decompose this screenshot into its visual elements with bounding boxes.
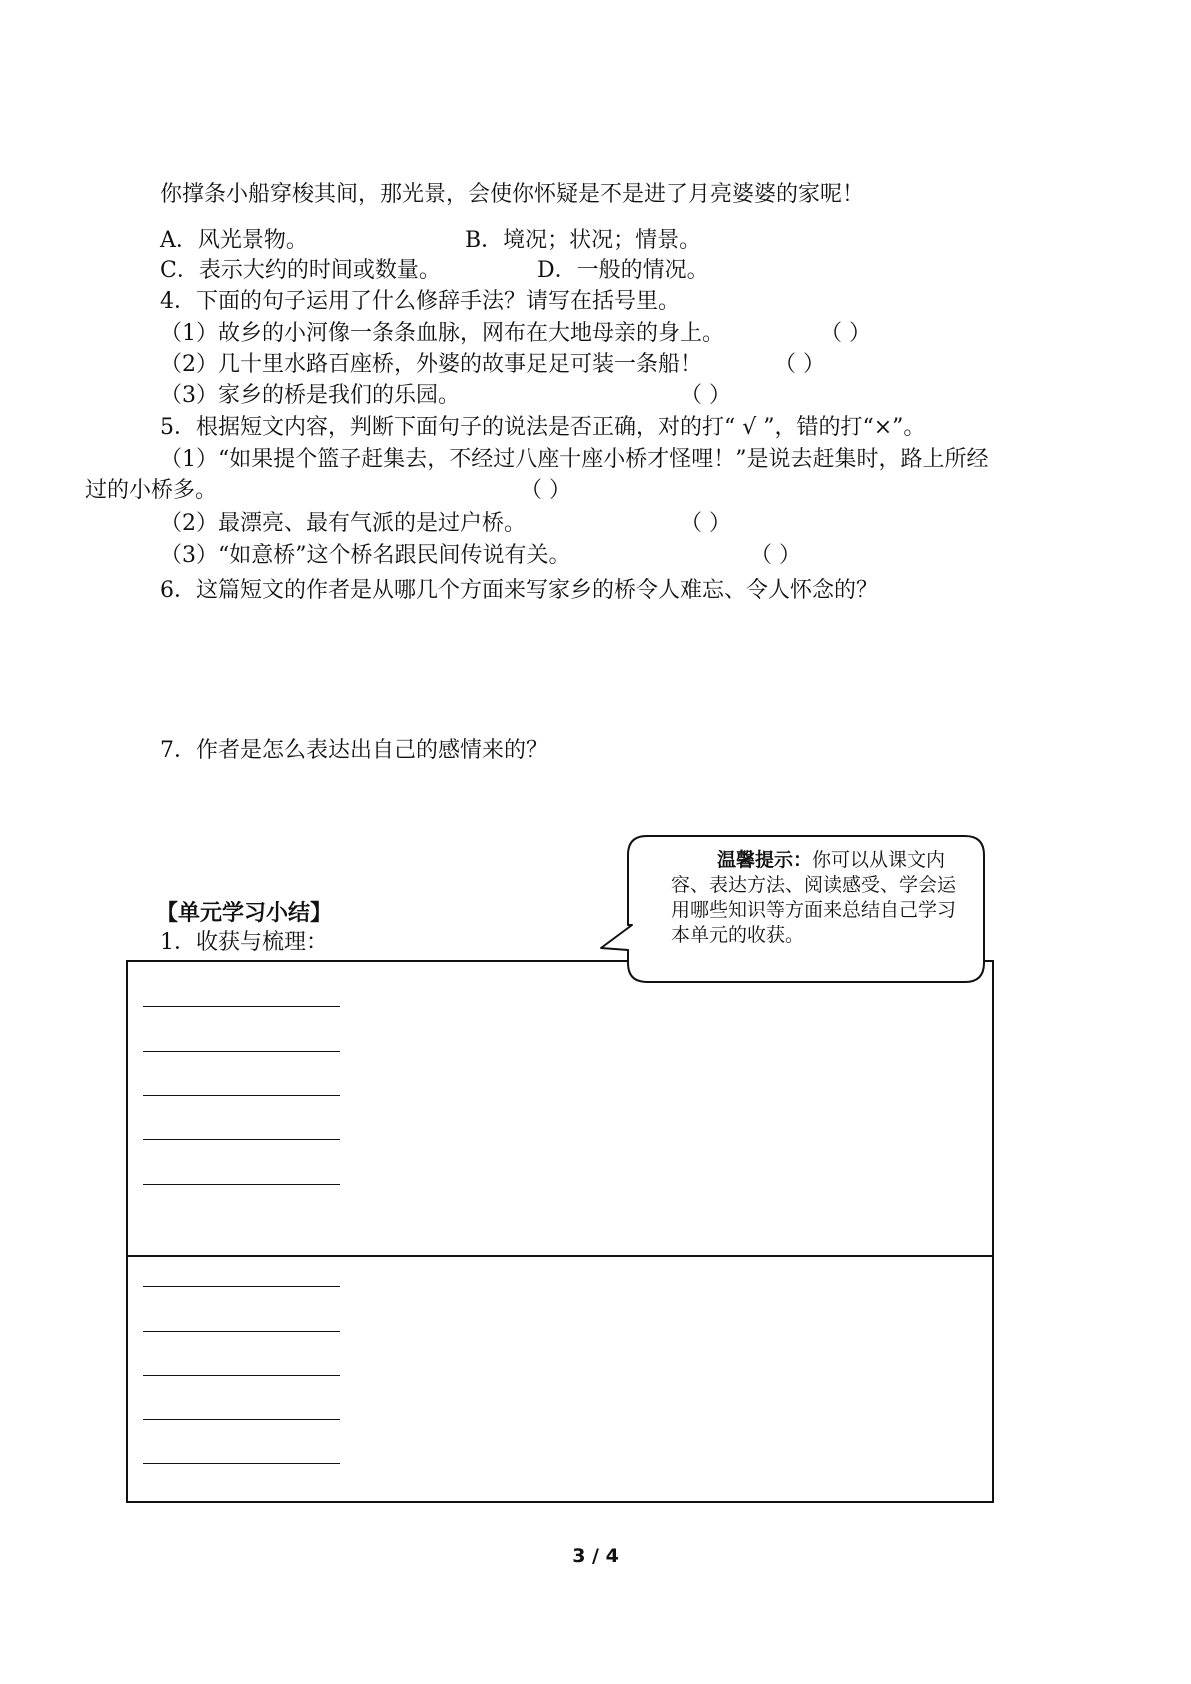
passage-quote: 你撑条小船穿梭其间，那光景，会使你怀疑是不是进了月亮婆婆的家呢！ xyxy=(160,182,865,207)
writing-line[interactable] xyxy=(143,1375,340,1376)
q5-answer-blank-1[interactable]: （ ） xyxy=(520,478,571,503)
writing-line[interactable] xyxy=(143,1463,340,1464)
writing-line[interactable] xyxy=(143,1051,340,1052)
tip-text xyxy=(671,848,971,948)
writing-line[interactable] xyxy=(143,1139,340,1140)
q5-answer-blank-2[interactable]: （ ） xyxy=(680,511,731,536)
option-d: D．一般的情况。 xyxy=(537,258,709,283)
writing-line[interactable] xyxy=(143,1006,340,1007)
q4-answer-blank-1[interactable]: （ ） xyxy=(820,321,871,346)
tip-label: 温馨提示： xyxy=(717,849,813,871)
q5-item-2: （2）最漂亮、最有气派的是过户桥。 xyxy=(160,511,526,536)
writing-line[interactable] xyxy=(143,1419,340,1420)
q5-item-1-line-1: （1）“如果提个篮子赶集去，不经过八座十座小桥才怪哩！”是说去赶集时，路上所经 xyxy=(160,447,989,472)
q4-answer-blank-3[interactable]: （ ） xyxy=(680,383,731,408)
writing-line[interactable] xyxy=(143,1331,340,1332)
q5-answer-blank-3[interactable]: （ ） xyxy=(750,543,801,568)
summary-item-1: 1．收获与梳理： xyxy=(160,930,328,955)
q7-prompt: 7．作者是怎么表达出自己的感情来的？ xyxy=(160,738,548,763)
option-a: A．风光景物。 xyxy=(160,228,308,253)
q5-item-3: （3）“如意桥”这个桥名跟民间传说有关。 xyxy=(160,543,571,568)
option-b: B．境况；状况；情景。 xyxy=(465,228,702,253)
q4-answer-blank-2[interactable]: （ ） xyxy=(774,352,825,377)
q6-prompt: 6．这篇短文的作者是从哪几个方面来写家乡的桥令人难忘、令人怀念的？ xyxy=(160,578,878,603)
writing-line[interactable] xyxy=(143,1184,340,1185)
tip-body: 你可以从课文内容、表达方法、阅读感受、学会运用哪些知识等方面来总结自己学习本单元的收获。 xyxy=(671,849,957,946)
summary-box-top xyxy=(126,960,994,1257)
q4-prompt: 4．下面的句子运用了什么修辞手法？请写在括号里。 xyxy=(160,289,680,314)
summary-box-bottom xyxy=(126,1255,994,1503)
summary-heading: 【单元学习小结】 xyxy=(156,900,333,926)
writing-line[interactable] xyxy=(143,1286,340,1287)
q5-prompt: 5．根据短文内容，判断下面句子的说法是否正确，对的打“ √ ”，错的打“×”。 xyxy=(160,415,926,440)
writing-line[interactable] xyxy=(143,1095,340,1096)
q4-item-3: （3）家乡的桥是我们的乐园。 xyxy=(160,383,460,408)
q4-item-1: （1）故乡的小河像一条条血脉，网布在大地母亲的身上。 xyxy=(160,321,724,346)
q4-item-2: （2）几十里水路百座桥，外婆的故事足足可装一条船！ xyxy=(160,352,702,377)
page-number: 3 / 4 xyxy=(572,1545,619,1567)
q5-item-1-line-2: 过的小桥多。 xyxy=(85,478,218,503)
option-c: C．表示大约的时间或数量。 xyxy=(160,258,441,283)
